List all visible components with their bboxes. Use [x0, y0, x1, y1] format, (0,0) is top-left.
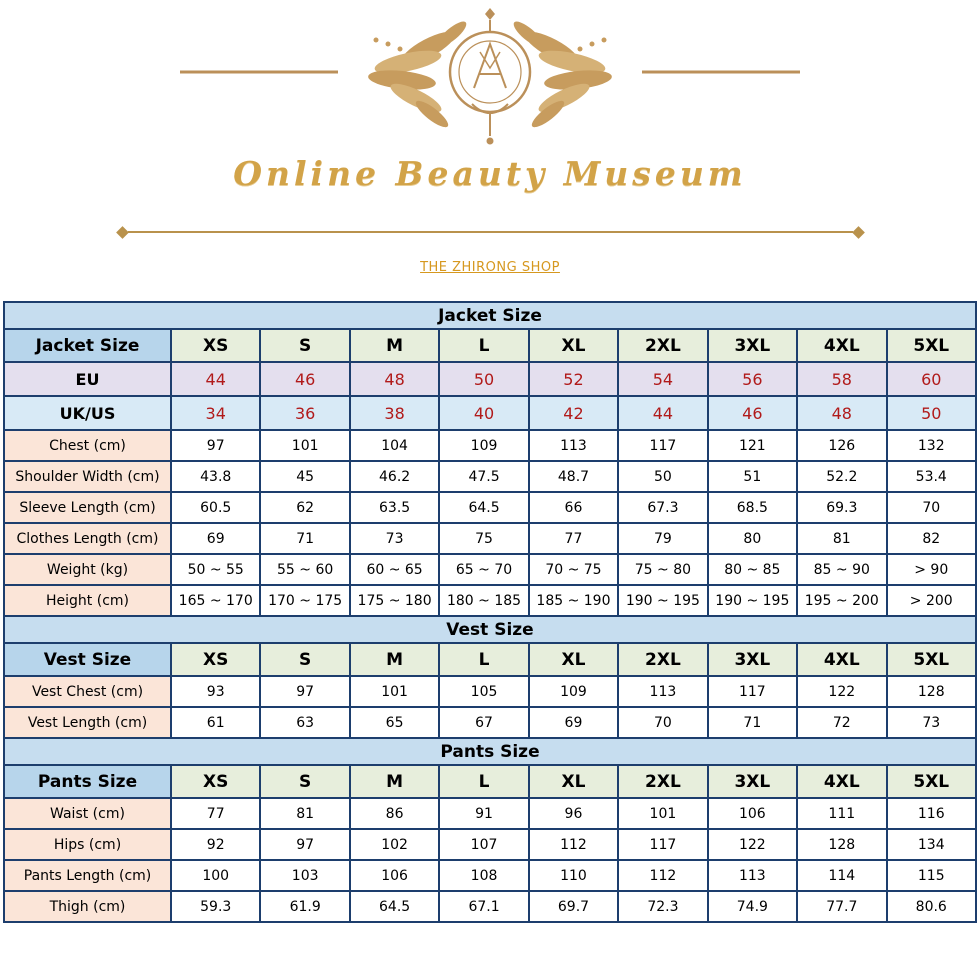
- value-cell: 77: [529, 523, 618, 554]
- value-cell: 101: [260, 430, 349, 461]
- value-cell: 112: [529, 829, 618, 860]
- value-cell: 75 ~ 80: [618, 554, 707, 585]
- value-cell: 128: [797, 829, 886, 860]
- value-cell: 97: [260, 829, 349, 860]
- table-row: [4, 523, 976, 554]
- size-cell: 3XL: [708, 765, 797, 798]
- table-row: [4, 329, 976, 362]
- value-cell: 121: [708, 430, 797, 461]
- size-cell: L: [439, 765, 528, 798]
- value-cell: 107: [439, 829, 528, 860]
- value-cell: 43.8: [171, 461, 260, 492]
- value-cell: 111: [797, 798, 886, 829]
- value-cell: 185 ~ 190: [529, 585, 618, 616]
- value-cell: 46: [260, 362, 349, 396]
- value-cell: 195 ~ 200: [797, 585, 886, 616]
- size-cell: XL: [529, 765, 618, 798]
- value-cell: 55 ~ 60: [260, 554, 349, 585]
- laurel-left-icon: [367, 18, 469, 131]
- value-cell: 108: [439, 860, 528, 891]
- section-title: Pants Size: [4, 738, 976, 765]
- value-cell: 51: [708, 461, 797, 492]
- size-cell: 4XL: [797, 765, 886, 798]
- value-cell: 92: [171, 829, 260, 860]
- value-cell: 47.5: [439, 461, 528, 492]
- size-cell: 4XL: [797, 643, 886, 676]
- value-cell: 96: [529, 798, 618, 829]
- value-cell: 109: [439, 430, 528, 461]
- value-cell: 70: [618, 707, 707, 738]
- value-cell: 77: [171, 798, 260, 829]
- size-cell: XS: [171, 329, 260, 362]
- value-cell: 72: [797, 707, 886, 738]
- size-cell: XS: [171, 643, 260, 676]
- value-cell: 101: [350, 676, 439, 707]
- size-cell: 2XL: [618, 765, 707, 798]
- table-row: [4, 461, 976, 492]
- value-cell: 105: [439, 676, 528, 707]
- value-cell: 67.1: [439, 891, 528, 922]
- table-row: [4, 616, 976, 643]
- size-chart-table: [3, 301, 977, 923]
- divider-diamond-icon: [852, 226, 865, 239]
- value-cell: 73: [350, 523, 439, 554]
- value-cell: 106: [708, 798, 797, 829]
- size-cell: M: [350, 643, 439, 676]
- row-label: Vest Size: [4, 643, 171, 676]
- value-cell: 117: [618, 430, 707, 461]
- value-cell: 100: [171, 860, 260, 891]
- divider-line: [128, 231, 853, 233]
- value-cell: 44: [171, 362, 260, 396]
- value-cell: 82: [887, 523, 977, 554]
- shop-link[interactable]: THE ZHIRONG SHOP: [420, 260, 560, 275]
- divider-diamond-icon: [116, 226, 129, 239]
- value-cell: 113: [618, 676, 707, 707]
- value-cell: 128: [887, 676, 977, 707]
- value-cell: 46.2: [350, 461, 439, 492]
- size-cell: 2XL: [618, 329, 707, 362]
- table-row: [4, 492, 976, 523]
- value-cell: 91: [439, 798, 528, 829]
- value-cell: 97: [171, 430, 260, 461]
- size-cell: S: [260, 765, 349, 798]
- value-cell: 86: [350, 798, 439, 829]
- value-cell: 170 ~ 175: [260, 585, 349, 616]
- ornamental-divider: [118, 227, 863, 238]
- value-cell: 62: [260, 492, 349, 523]
- value-cell: 54: [618, 362, 707, 396]
- value-cell: 66: [529, 492, 618, 523]
- row-label: Jacket Size: [4, 329, 171, 362]
- table-row: [4, 362, 976, 396]
- value-cell: 72.3: [618, 891, 707, 922]
- size-cell: 5XL: [887, 329, 977, 362]
- value-cell: 58: [797, 362, 886, 396]
- table-row: [4, 707, 976, 738]
- value-cell: 113: [529, 430, 618, 461]
- table-row: [4, 891, 976, 922]
- size-cell: M: [350, 765, 439, 798]
- table-row: [4, 302, 976, 329]
- value-cell: 106: [350, 860, 439, 891]
- value-cell: 112: [618, 860, 707, 891]
- value-cell: 175 ~ 180: [350, 585, 439, 616]
- value-cell: 132: [887, 430, 977, 461]
- table-row: [4, 430, 976, 461]
- value-cell: 109: [529, 676, 618, 707]
- value-cell: 60: [887, 362, 977, 396]
- row-label: Pants Length (cm): [4, 860, 171, 891]
- size-cell: L: [439, 329, 528, 362]
- row-label: Chest (cm): [4, 430, 171, 461]
- size-cell: 5XL: [887, 643, 977, 676]
- row-label: Clothes Length (cm): [4, 523, 171, 554]
- value-cell: 74.9: [708, 891, 797, 922]
- value-cell: 97: [260, 676, 349, 707]
- value-cell: 67: [439, 707, 528, 738]
- value-cell: 81: [797, 523, 886, 554]
- value-cell: 93: [171, 676, 260, 707]
- row-label: Pants Size: [4, 765, 171, 798]
- value-cell: 116: [887, 798, 977, 829]
- value-cell: 71: [260, 523, 349, 554]
- value-cell: 70 ~ 75: [529, 554, 618, 585]
- row-label: Shoulder Width (cm): [4, 461, 171, 492]
- row-label: Sleeve Length (cm): [4, 492, 171, 523]
- size-cell: 2XL: [618, 643, 707, 676]
- row-label: Hips (cm): [4, 829, 171, 860]
- value-cell: 69.3: [797, 492, 886, 523]
- value-cell: 114: [797, 860, 886, 891]
- value-cell: 64.5: [439, 492, 528, 523]
- size-cell: S: [260, 643, 349, 676]
- table-row: [4, 676, 976, 707]
- value-cell: 79: [618, 523, 707, 554]
- value-cell: 65 ~ 70: [439, 554, 528, 585]
- value-cell: 60.5: [171, 492, 260, 523]
- size-cell: 4XL: [797, 329, 886, 362]
- brand-title: Online Beauty Museum: [233, 154, 747, 193]
- value-cell: 52.2: [797, 461, 886, 492]
- value-cell: 122: [708, 829, 797, 860]
- value-cell: 190 ~ 195: [618, 585, 707, 616]
- value-cell: 126: [797, 430, 886, 461]
- value-cell: 60 ~ 65: [350, 554, 439, 585]
- value-cell: 53.4: [887, 461, 977, 492]
- value-cell: 71: [708, 707, 797, 738]
- value-cell: 48.7: [529, 461, 618, 492]
- value-cell: 44: [618, 396, 707, 430]
- value-cell: 45: [260, 461, 349, 492]
- value-cell: 50 ~ 55: [171, 554, 260, 585]
- row-label: Weight (kg): [4, 554, 171, 585]
- value-cell: 101: [618, 798, 707, 829]
- value-cell: 80: [708, 523, 797, 554]
- value-cell: 85 ~ 90: [797, 554, 886, 585]
- size-cell: 3XL: [708, 643, 797, 676]
- value-cell: 165 ~ 170: [171, 585, 260, 616]
- value-cell: 113: [708, 860, 797, 891]
- value-cell: 80.6: [887, 891, 977, 922]
- value-cell: 42: [529, 396, 618, 430]
- value-cell: 104: [350, 430, 439, 461]
- value-cell: 69: [529, 707, 618, 738]
- value-cell: 68.5: [708, 492, 797, 523]
- value-cell: 110: [529, 860, 618, 891]
- value-cell: 65: [350, 707, 439, 738]
- value-cell: 46: [708, 396, 797, 430]
- value-cell: 103: [260, 860, 349, 891]
- value-cell: > 90: [887, 554, 977, 585]
- row-label: Height (cm): [4, 585, 171, 616]
- value-cell: 63: [260, 707, 349, 738]
- value-cell: 40: [439, 396, 528, 430]
- table-row: [4, 829, 976, 860]
- size-cell: XS: [171, 765, 260, 798]
- size-cell: XL: [529, 329, 618, 362]
- value-cell: 134: [887, 829, 977, 860]
- row-label: EU: [4, 362, 171, 396]
- table-row: [4, 765, 976, 798]
- value-cell: 48: [797, 396, 886, 430]
- value-cell: 59.3: [171, 891, 260, 922]
- value-cell: 69: [171, 523, 260, 554]
- table-row: [4, 643, 976, 676]
- value-cell: 50: [618, 461, 707, 492]
- value-cell: 61.9: [260, 891, 349, 922]
- table-row: [4, 585, 976, 616]
- table-row: [4, 396, 976, 430]
- value-cell: 50: [887, 396, 977, 430]
- value-cell: 67.3: [618, 492, 707, 523]
- table-row: [4, 860, 976, 891]
- value-cell: 180 ~ 185: [439, 585, 528, 616]
- size-cell: 3XL: [708, 329, 797, 362]
- table-row: [4, 798, 976, 829]
- value-cell: 115: [887, 860, 977, 891]
- value-cell: 117: [618, 829, 707, 860]
- value-cell: 102: [350, 829, 439, 860]
- value-cell: 50: [439, 362, 528, 396]
- value-cell: 69.7: [529, 891, 618, 922]
- value-cell: 190 ~ 195: [708, 585, 797, 616]
- value-cell: 122: [797, 676, 886, 707]
- value-cell: 36: [260, 396, 349, 430]
- value-cell: 64.5: [350, 891, 439, 922]
- row-label: Vest Length (cm): [4, 707, 171, 738]
- laurel-right-icon: [510, 18, 612, 131]
- value-cell: 81: [260, 798, 349, 829]
- value-cell: 70: [887, 492, 977, 523]
- value-cell: 38: [350, 396, 439, 430]
- table-row: [4, 554, 976, 585]
- section-title: Jacket Size: [4, 302, 976, 329]
- value-cell: 48: [350, 362, 439, 396]
- size-cell: S: [260, 329, 349, 362]
- table-row: [4, 738, 976, 765]
- value-cell: 52: [529, 362, 618, 396]
- size-cell: 5XL: [887, 765, 977, 798]
- size-cell: XL: [529, 643, 618, 676]
- brand-emblem-icon: [170, 6, 810, 156]
- row-label: Waist (cm): [4, 798, 171, 829]
- row-label: Vest Chest (cm): [4, 676, 171, 707]
- value-cell: 34: [171, 396, 260, 430]
- size-cell: M: [350, 329, 439, 362]
- section-title: Vest Size: [4, 616, 976, 643]
- size-chart-body: [4, 302, 976, 922]
- value-cell: 75: [439, 523, 528, 554]
- brand-header: [0, 0, 980, 275]
- value-cell: 61: [171, 707, 260, 738]
- row-label: UK/US: [4, 396, 171, 430]
- value-cell: 56: [708, 362, 797, 396]
- value-cell: 77.7: [797, 891, 886, 922]
- value-cell: 73: [887, 707, 977, 738]
- value-cell: 117: [708, 676, 797, 707]
- size-cell: L: [439, 643, 528, 676]
- row-label: Thigh (cm): [4, 891, 171, 922]
- value-cell: 63.5: [350, 492, 439, 523]
- value-cell: > 200: [887, 585, 977, 616]
- value-cell: 80 ~ 85: [708, 554, 797, 585]
